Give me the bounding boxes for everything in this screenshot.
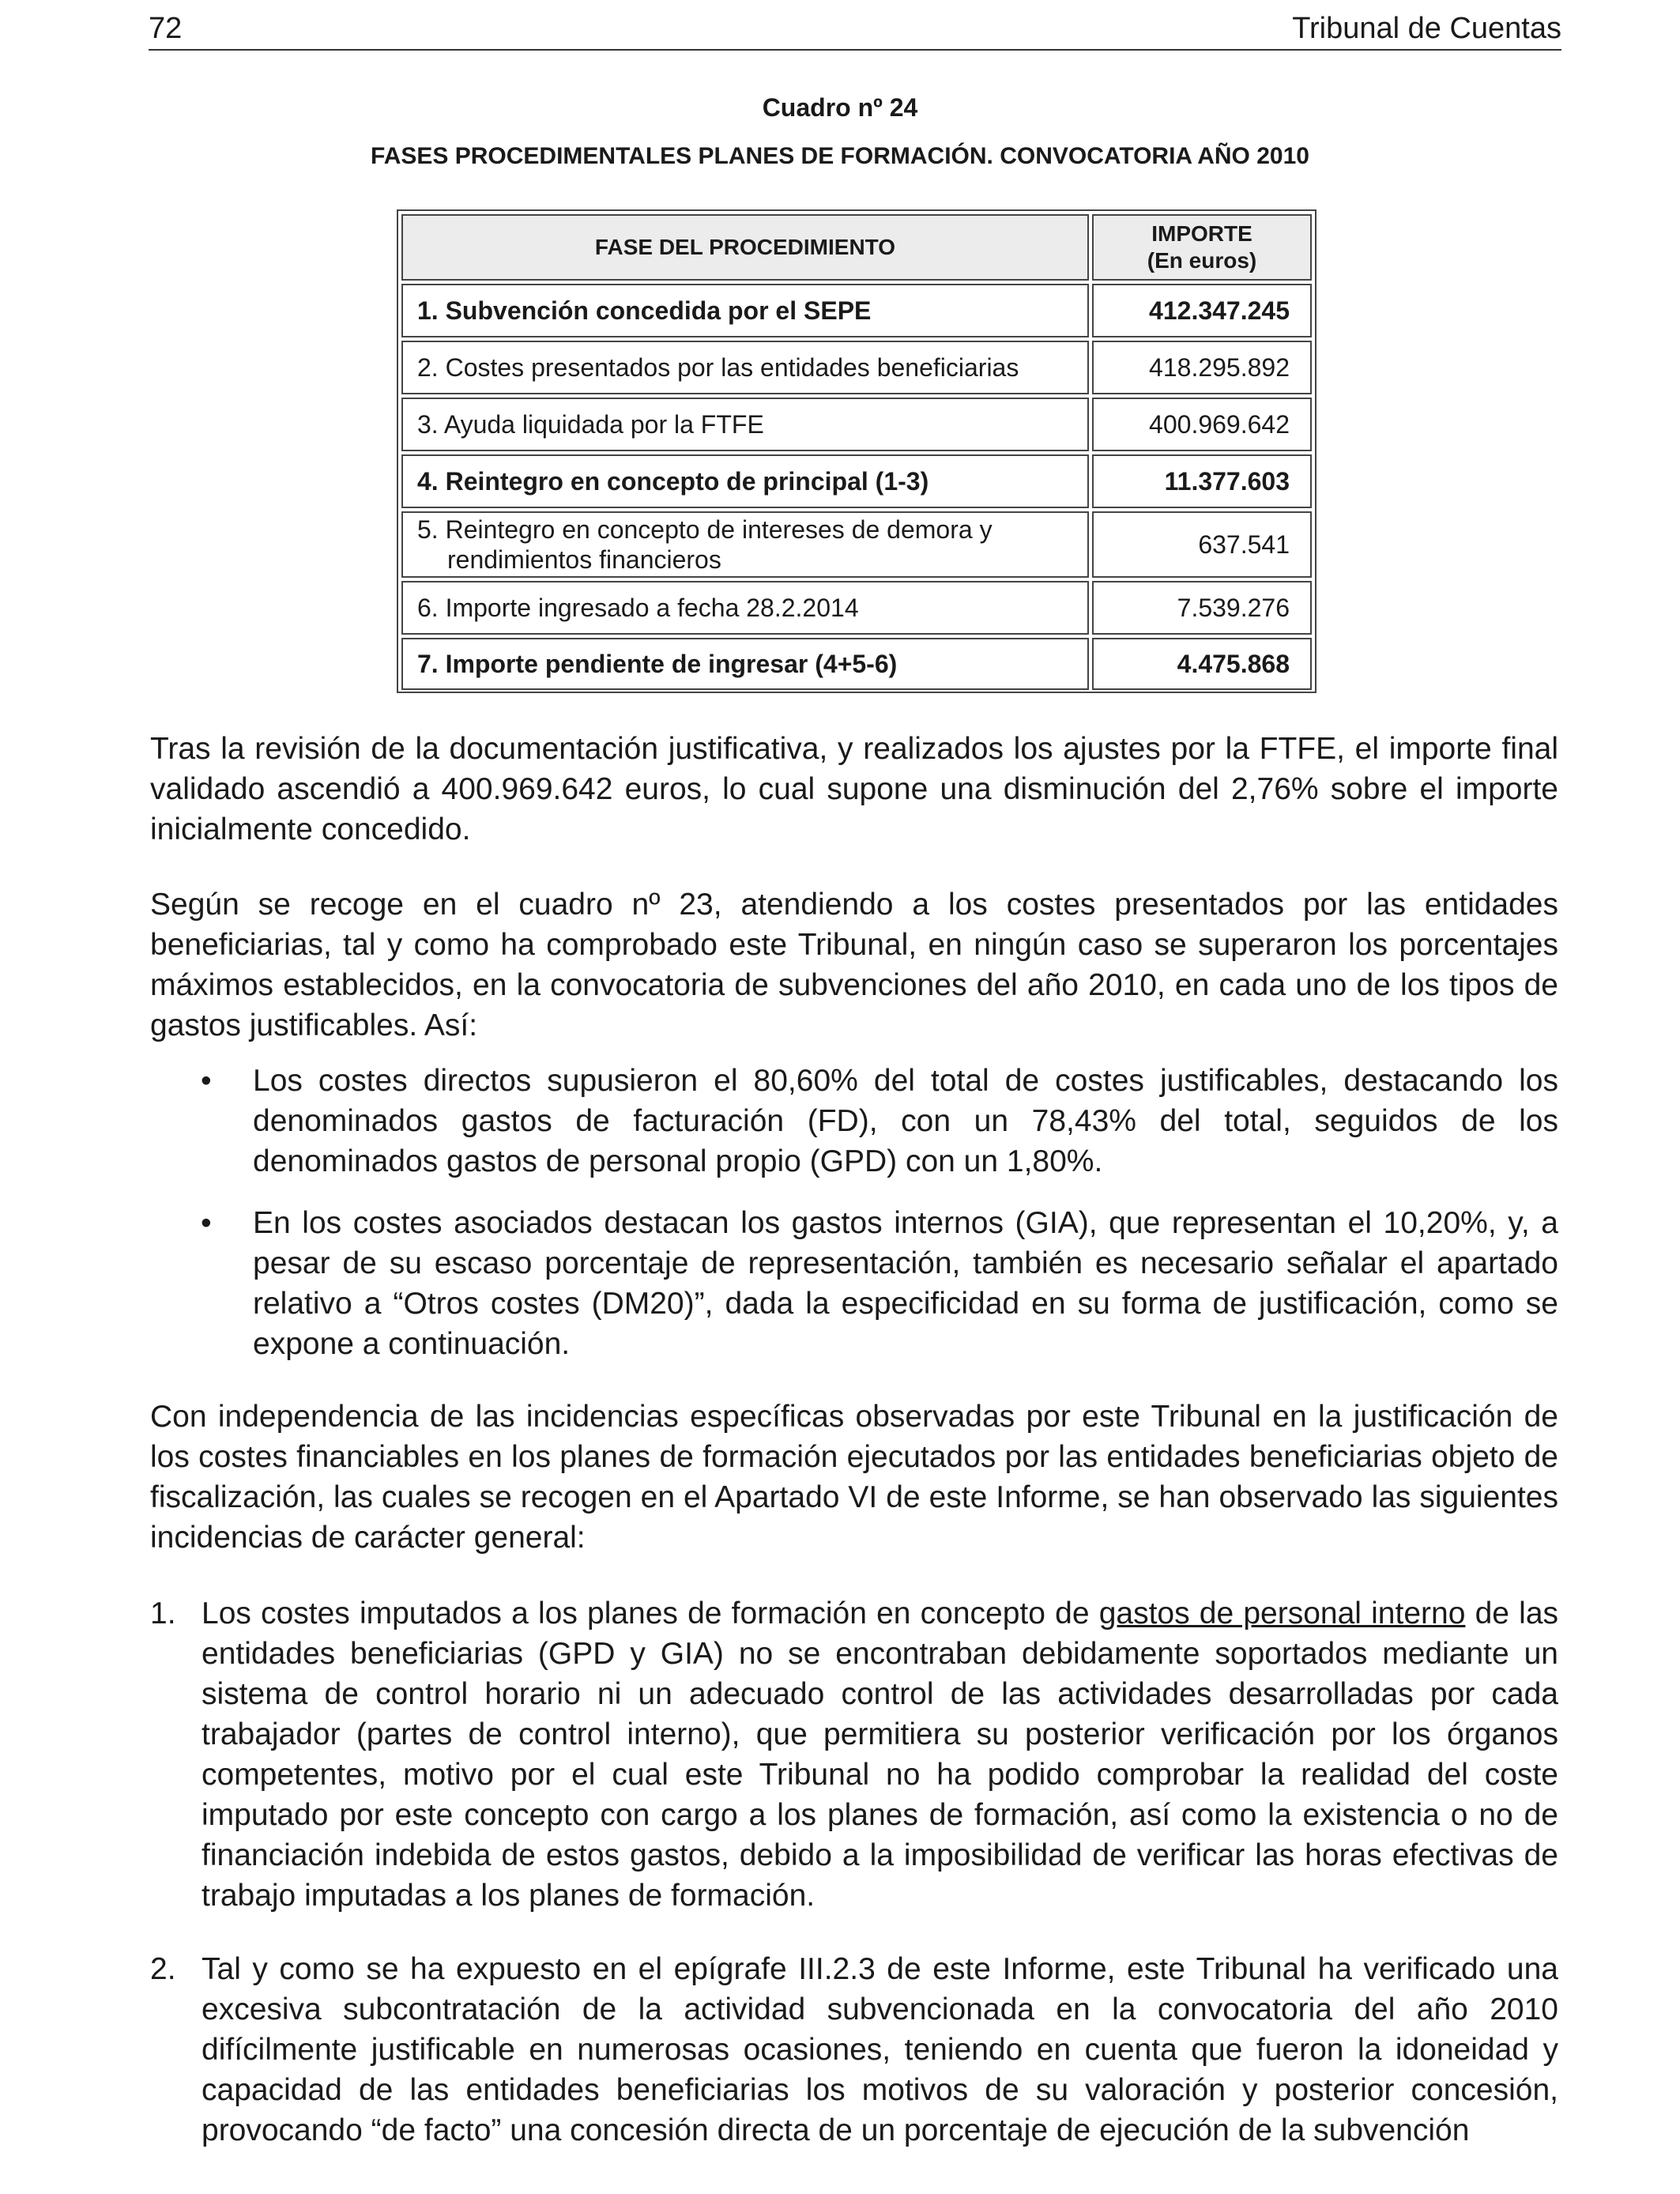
table-row-phase: 3. Ayuda liquidada por la FTFE <box>401 398 1089 451</box>
table-row-amount: 418.295.892 <box>1092 341 1312 394</box>
table-row-phase: 7. Importe pendiente de ingresar (4+5-6) <box>401 638 1089 690</box>
column-header-phase: FASE DEL PROCEDIMIENTO <box>401 214 1089 281</box>
table-row-amount: 412.347.245 <box>1092 284 1312 337</box>
header-publisher: Tribunal de Cuentas <box>1292 12 1561 45</box>
table-caption: Cuadro nº 24 <box>762 93 918 122</box>
table-row-phase: 6. Importe ingresado a fecha 28.2.2014 <box>401 581 1089 635</box>
page-number: 72 <box>149 12 183 45</box>
bullet-direct-costs: Los costes directos supusieron el 80,60% del total de costes justificables, destacando los denominados gastos de facturación (FD), con un 78,43% del total, seguidos de los denominados gastos de personal propio (GPD) con un 1,80%. <box>253 1064 1558 1178</box>
table-row-amount: 637.541 <box>1092 511 1312 578</box>
incident-internal-staff-costs: Los costes imputados a los planes de formación en concepto de gastos de personal interno de las entidades beneficiarias (GPD y GIA) no se encontraban debidamente soportados mediante un sistema de control horario ni un adecuado control de las actividades desarrolladas por cada trabajador (partes de control interno), que permitiera su posterior verificación por los órganos competentes, motivo por el cual este Tribunal no ha podido comprobar la realidad del coste imputado por este concepto con cargo a los planes de formación, así como la existencia o no de financiación indebida de estos gastos, debido a la imposibilidad de verificar las horas efectivas de trabajo imputadas a los planes de formación. <box>202 1596 1559 1913</box>
table-title: FASES PROCEDIMENTALES PLANES DE FORMACIÓN. CONVOCATORIA AÑO 2010 <box>371 143 1309 169</box>
table-row-amount: 4.475.868 <box>1092 638 1312 690</box>
underlined-term: gastos de personal interno <box>1098 1596 1466 1630</box>
bullet-associated-costs: En los costes asociados destacan los gastos internos (GIA), que representan el 10,20%, y, a pesar de su escaso porcentaje de representación, también es necesario señalar el apartado relativo a “Otros costes (DM20)”, dada la especificidad en su forma de justificación, como se expone a continuación. <box>253 1206 1558 1361</box>
table-row-phase: 4. Reintegro en concepto de principal (1-3) <box>401 454 1089 508</box>
paragraph-cost-percentages: Según se recoge en el cuadro nº 23, atendiendo a los costes presentados por las entidades beneficiarias, tal y como ha comprobado este Tribunal, en ningún caso se superaron los porcentajes máximos establecidos, en la convocatoria de subvenciones del año 2010, en cada uno de los tipos de gastos justificables. Así: <box>150 888 1558 1042</box>
table-row-phase: 2. Costes presentados por las entidades beneficiarias <box>401 341 1089 394</box>
table-row-amount: 11.377.603 <box>1092 454 1312 508</box>
column-header-amount: IMPORTE (En euros) <box>1092 214 1312 281</box>
list-number: 1. <box>150 1596 176 1630</box>
bullet-marker: • <box>201 1064 212 1098</box>
table-row-amount: 7.539.276 <box>1092 581 1312 635</box>
table-row-amount: 400.969.642 <box>1092 398 1312 451</box>
procedure-phases-table <box>397 209 1317 693</box>
table-row-phase: 1. Subvención concedida por el SEPE <box>401 284 1089 337</box>
bullet-marker: • <box>201 1206 212 1240</box>
paragraph-general-incidents: Con independencia de las incidencias específicas observadas por este Tribunal en la justificación de los costes financiables en los planes de formación ejecutados por las entidades beneficiarias objeto de fiscalización, las cuales se recogen en el Apartado VI de este Informe, se han observado las siguientes incidencias de carácter general: <box>150 1400 1558 1555</box>
paragraph-validated-amount: Tras la revisión de la documentación justificativa, y realizados los ajustes por la FTFE, el importe final validado ascendió a 400.969.642 euros, lo cual supone una disminución del 2,76% sobre el importe inicialmente concedido. <box>150 732 1558 846</box>
list-number: 2. <box>150 1952 176 1986</box>
page-header <box>149 8 1561 51</box>
incident-subcontracting: Tal y como se ha expuesto en el epígrafe III.2.3 de este Informe, este Tribunal ha verificado una excesiva subcontratación de la actividad subvencionada en la convocatoria del año 2010 difícilmente justificable en numerosas ocasiones, teniendo en cuenta que fueron la idoneidad y capacidad de las entidades beneficiarias los motivos de su valoración y posterior concesión, provocando “de facto” una concesión directa de un porcentaje de ejecución de la subvención <box>202 1952 1558 2147</box>
table-row-phase: 5. Reintegro en concepto de intereses de demora y rendimientos financieros <box>401 511 1089 578</box>
